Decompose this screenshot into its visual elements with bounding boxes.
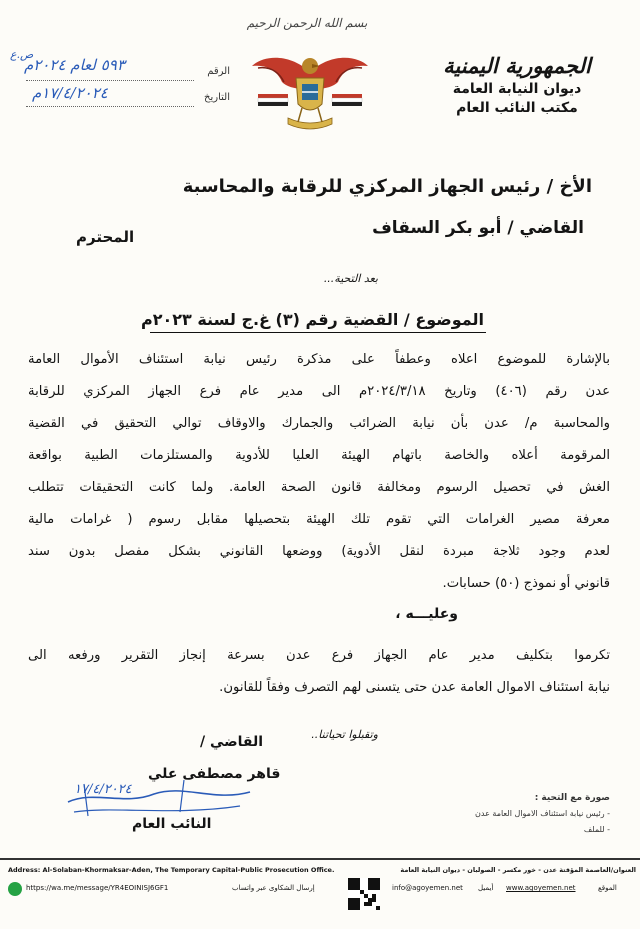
footer-address-ar: العنوان/العاصمة المؤقتة عدن - خور مكسر - الصولبان - ديوان النيابة العامة xyxy=(400,866,636,874)
signatory-name: قاهر مصطفى علي xyxy=(148,766,281,782)
qr-code-icon xyxy=(348,878,380,910)
issuer-header xyxy=(422,52,612,118)
website-link[interactable]: www.agoyemen.net xyxy=(506,884,576,892)
whatsapp-icon xyxy=(8,882,22,896)
addressee-name: القاضي / أبو بكر السقاف xyxy=(372,218,584,238)
body-line: لعدم وجود ثلاجة مبردة لنقل الأدوية) ووضعها القانوني بشكل مفصل بدون سند xyxy=(28,544,610,559)
subject-line: الموضوع / القضية رقم (٣) غ.ج لسنة ٢٠٢٣م xyxy=(140,310,484,329)
subject-underline xyxy=(150,332,486,333)
copy-item: - رئيس نيابة استئناف الاموال العامة عدن xyxy=(475,809,610,818)
body-line: معرفة مصير الغرامات التي تقوم تلك الهيئة بتحصيلها مقابل رسوم ( غرامات مالية xyxy=(28,512,610,527)
date-label: التاريخ xyxy=(204,92,230,103)
reference-block xyxy=(10,48,230,118)
copies-list xyxy=(430,790,610,838)
body-line: والمحاسبة م/ عدن بأن نيابة الضرائب والجمارك والاوقاف توالي التحقيق في القضية xyxy=(28,416,610,431)
email-label: أيميل xyxy=(478,884,494,892)
copies-heading: صورة مع التحية : xyxy=(534,793,610,803)
bureau-name: مكتب النائب العام xyxy=(456,100,578,116)
footer-address-en: Address: Al-Solaban-Khormaksar-Aden, The Temporary Capital-Public Prosecution Office. xyxy=(8,866,335,874)
body-line: عدن رقم (٤٠٦) وتاريخ ٢٠٢٤/٣/١٨م الى مدير عام فرع الجهاز المركزي للرقابة xyxy=(28,384,610,399)
republic-name: الجمهورية اليمنية xyxy=(443,53,591,78)
request-line: نيابة استئناف الاموال العامة عدن حتى يتسنى لهم التصرف وفقاً للقانون. xyxy=(219,680,610,695)
copy-item: - للملف xyxy=(583,825,610,834)
conclusion-word: وعليـــه ، xyxy=(395,606,458,622)
signatory-position: النائب العام xyxy=(132,816,212,832)
signature-date: ١٧/٤/٢٠٢٤ xyxy=(74,782,132,797)
number-label: الرقم xyxy=(207,66,230,77)
request-paragraph xyxy=(28,640,610,704)
whatsapp-label: إرسال الشكاوى عبر واتساب xyxy=(232,884,315,892)
email-link[interactable]: info@agoyemen.net xyxy=(392,884,463,892)
number-value: ٥٩٣ لعام ٢٠٢٤م xyxy=(24,56,125,74)
honorific: المحترم xyxy=(76,228,135,246)
request-line: تكرموا بتكليف مدير عام الجهاز فرع عدن بسرعة إنجاز التقرير ورفعه الى xyxy=(28,648,610,663)
closing-greeting: وتقبلوا تحياتنا.. xyxy=(311,728,378,741)
whatsapp-link[interactable]: https://wa.me/message/YR4EOINISJ6GF1 xyxy=(26,884,169,892)
body-line: بالإشارة للموضوع اعلاه وعطفاً على مذكرة رئيس نيابة استئناف الأموال العامة xyxy=(28,352,610,367)
signatory-title: القاضي / xyxy=(200,734,264,750)
greeting: بعد التحية... xyxy=(323,272,378,285)
basmala: بسم الله الرحمن الرحيم xyxy=(246,16,368,30)
website-label: الموقع xyxy=(598,884,617,892)
letter-body xyxy=(28,344,610,600)
body-line: المرقومة أعلاه والخاصة باتهام الهيئة العليا للأدوية والمستلزمات الطبية بواقعة xyxy=(28,448,610,463)
yemen-emblem-icon xyxy=(248,42,372,136)
footer-divider xyxy=(0,858,640,860)
number-note: ص.ع xyxy=(10,48,34,61)
office-name: ديوان النيابة العامة xyxy=(452,81,582,97)
date-value: ١٧/٤/٢٠٢٤م xyxy=(32,84,108,102)
body-line: الغش في تحصيل الرسوم ومخالفة قانون الصحة العامة. ولما كانت التحقيقات تتطلب xyxy=(28,480,610,495)
body-line: قانوني أو نموذج (٥٠) حسابات. xyxy=(442,576,610,591)
addressee-title: الأخ / رئيس الجهاز المركزي للرقابة والمحاسبة xyxy=(182,176,592,197)
